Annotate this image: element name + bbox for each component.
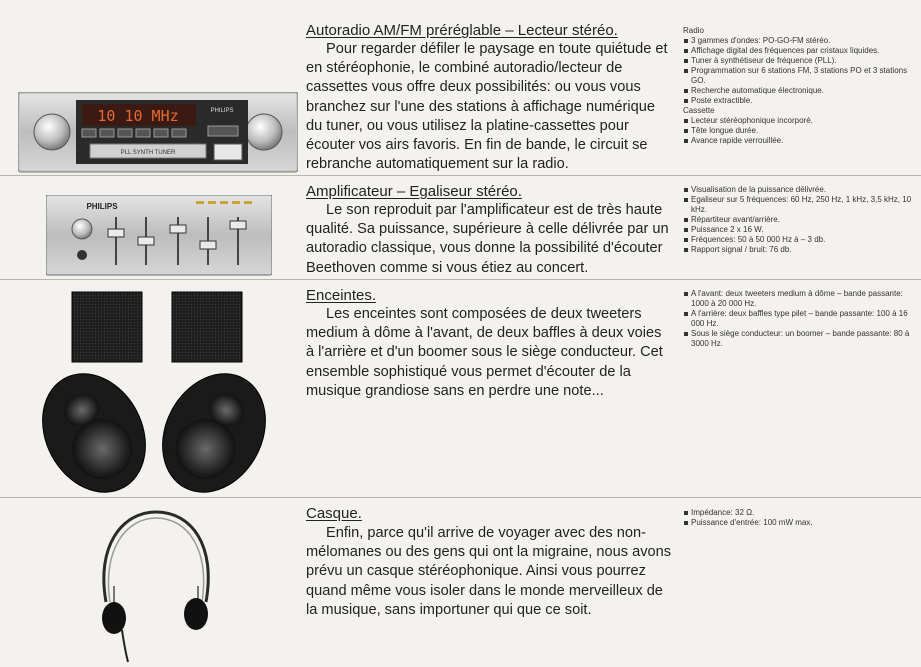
radio-description: Pour regarder défiler le paysage en toute quiétude et en stéréophonie, le combiné autoradio/lecteur de cassettes vous offre deux possibilités: ou vous vous branchez sur l'une des stations à affichage numérique du tuner, ou vous utilisez la platine-cassettes pour écouter vos airs favoris. En fin de bande, le circuit se rebranche automatiquement sur la radio. bbox=[306, 41, 668, 173]
spec-item: Impédance: 32 Ω. bbox=[683, 508, 915, 518]
headphones-title: Casque. bbox=[306, 505, 362, 522]
spec-item: A l'arrière: deux baffles type pilet – bande passante: 100 à 16 000 Hz. bbox=[683, 309, 915, 329]
spec-item: Lecteur stéréophonique incorporé. bbox=[683, 116, 915, 126]
speakers-title: Enceintes. bbox=[306, 287, 377, 304]
amplifier-specs bbox=[683, 185, 915, 255]
radio-display-text: 10 10 MHz bbox=[97, 107, 179, 125]
spec-item: Radio bbox=[683, 26, 704, 35]
spec-item: Puissance 2 x 16 W. bbox=[683, 225, 915, 235]
spec-item: Répartiteur avant/arrière. bbox=[683, 215, 915, 225]
spec-item: Egaliseur sur 5 fréquences: 60 Hz, 250 Hz, 1 kHz, 3,5 kHz, 10 kHz. bbox=[683, 195, 915, 215]
speakers-specs bbox=[683, 289, 915, 349]
svg-text:PHILIPS: PHILIPS bbox=[210, 108, 234, 114]
spec-item: Avance rapide verrouillée. bbox=[683, 136, 915, 146]
spec-item: Recherche automatique électronique. bbox=[683, 86, 915, 96]
spec-item: Fréquences: 50 à 50 000 Hz à – 3 db. bbox=[683, 235, 915, 245]
spec-item: A l'avant: deux tweeters medium à dôme – bande passante: 1000 à 20 000 Hz. bbox=[683, 289, 915, 309]
spec-item: Sous le siège conducteur: un boomer – bande passante: 80 à 3000 Hz. bbox=[683, 329, 915, 349]
spec-item: Cassette bbox=[683, 106, 715, 115]
amplifier-description: Le son reproduit par l'amplificateur est de très haute qualité. Sa puissance, supérieure à celle délivrée par un autoradio classique, vous donne la possibilité d'écouter Beethoven comme si vous étiez au concert. bbox=[306, 202, 669, 276]
spec-item: Rapport signal / bruit: 76 db. bbox=[683, 245, 915, 255]
spec-item: 3 gammes d'ondes: PO-GO-FM stéréo. bbox=[683, 36, 915, 46]
spec-item: Puissance d'entrée: 100 mW max. bbox=[683, 518, 915, 528]
spec-item: Affichage digital des fréquences par cristaux liquides. bbox=[683, 46, 915, 56]
speakers-image bbox=[34, 288, 274, 493]
headphones-image bbox=[92, 506, 222, 664]
headphones-specs bbox=[683, 508, 915, 528]
svg-text:PHILIPS: PHILIPS bbox=[86, 202, 118, 211]
svg-text:PLL SYNTH TUNER: PLL SYNTH TUNER bbox=[120, 150, 176, 156]
amplifier-image bbox=[46, 195, 272, 277]
spec-item: Tête longue durée. bbox=[683, 126, 915, 136]
car-radio-image bbox=[18, 92, 298, 174]
amplifier-title: Amplificateur – Egaliseur stéréo. bbox=[306, 183, 522, 200]
headphones-description: Enfin, parce qu'il arrive de voyager avec des non-mélomanes ou des gens qui ont la migraine, nous avons prévu un casque stéréophonique. Ainsi vous pourrez quand même vous isoler dans le monde merveilleux de la musique, sans importuner qui que ce soit. bbox=[306, 525, 672, 618]
spec-item: Poste extractible. bbox=[683, 96, 915, 106]
radio-specs bbox=[683, 26, 915, 146]
spec-item: Tuner à synthétiseur de fréquence (PLL). bbox=[683, 56, 915, 66]
separator bbox=[0, 279, 921, 280]
separator bbox=[0, 497, 921, 498]
spec-item: Programmation sur 6 stations FM, 3 stations PO et 3 stations GO. bbox=[683, 66, 915, 86]
spec-item: Visualisation de la puissance délivrée. bbox=[683, 185, 915, 195]
radio-title: Autoradio AM/FM préréglable – Lecteur stéréo. bbox=[306, 22, 618, 39]
separator bbox=[0, 175, 921, 176]
speakers-description: Les enceintes sont composées de deux tweeters medium à dôme à l'avant, de deux baffles à deux voies à l'arrière et d'un boomer sous le siège conducteur. Cet ensemble sophistiqué vous permet d'écouter de la musique grandiose sans en perdre une note... bbox=[306, 306, 663, 399]
